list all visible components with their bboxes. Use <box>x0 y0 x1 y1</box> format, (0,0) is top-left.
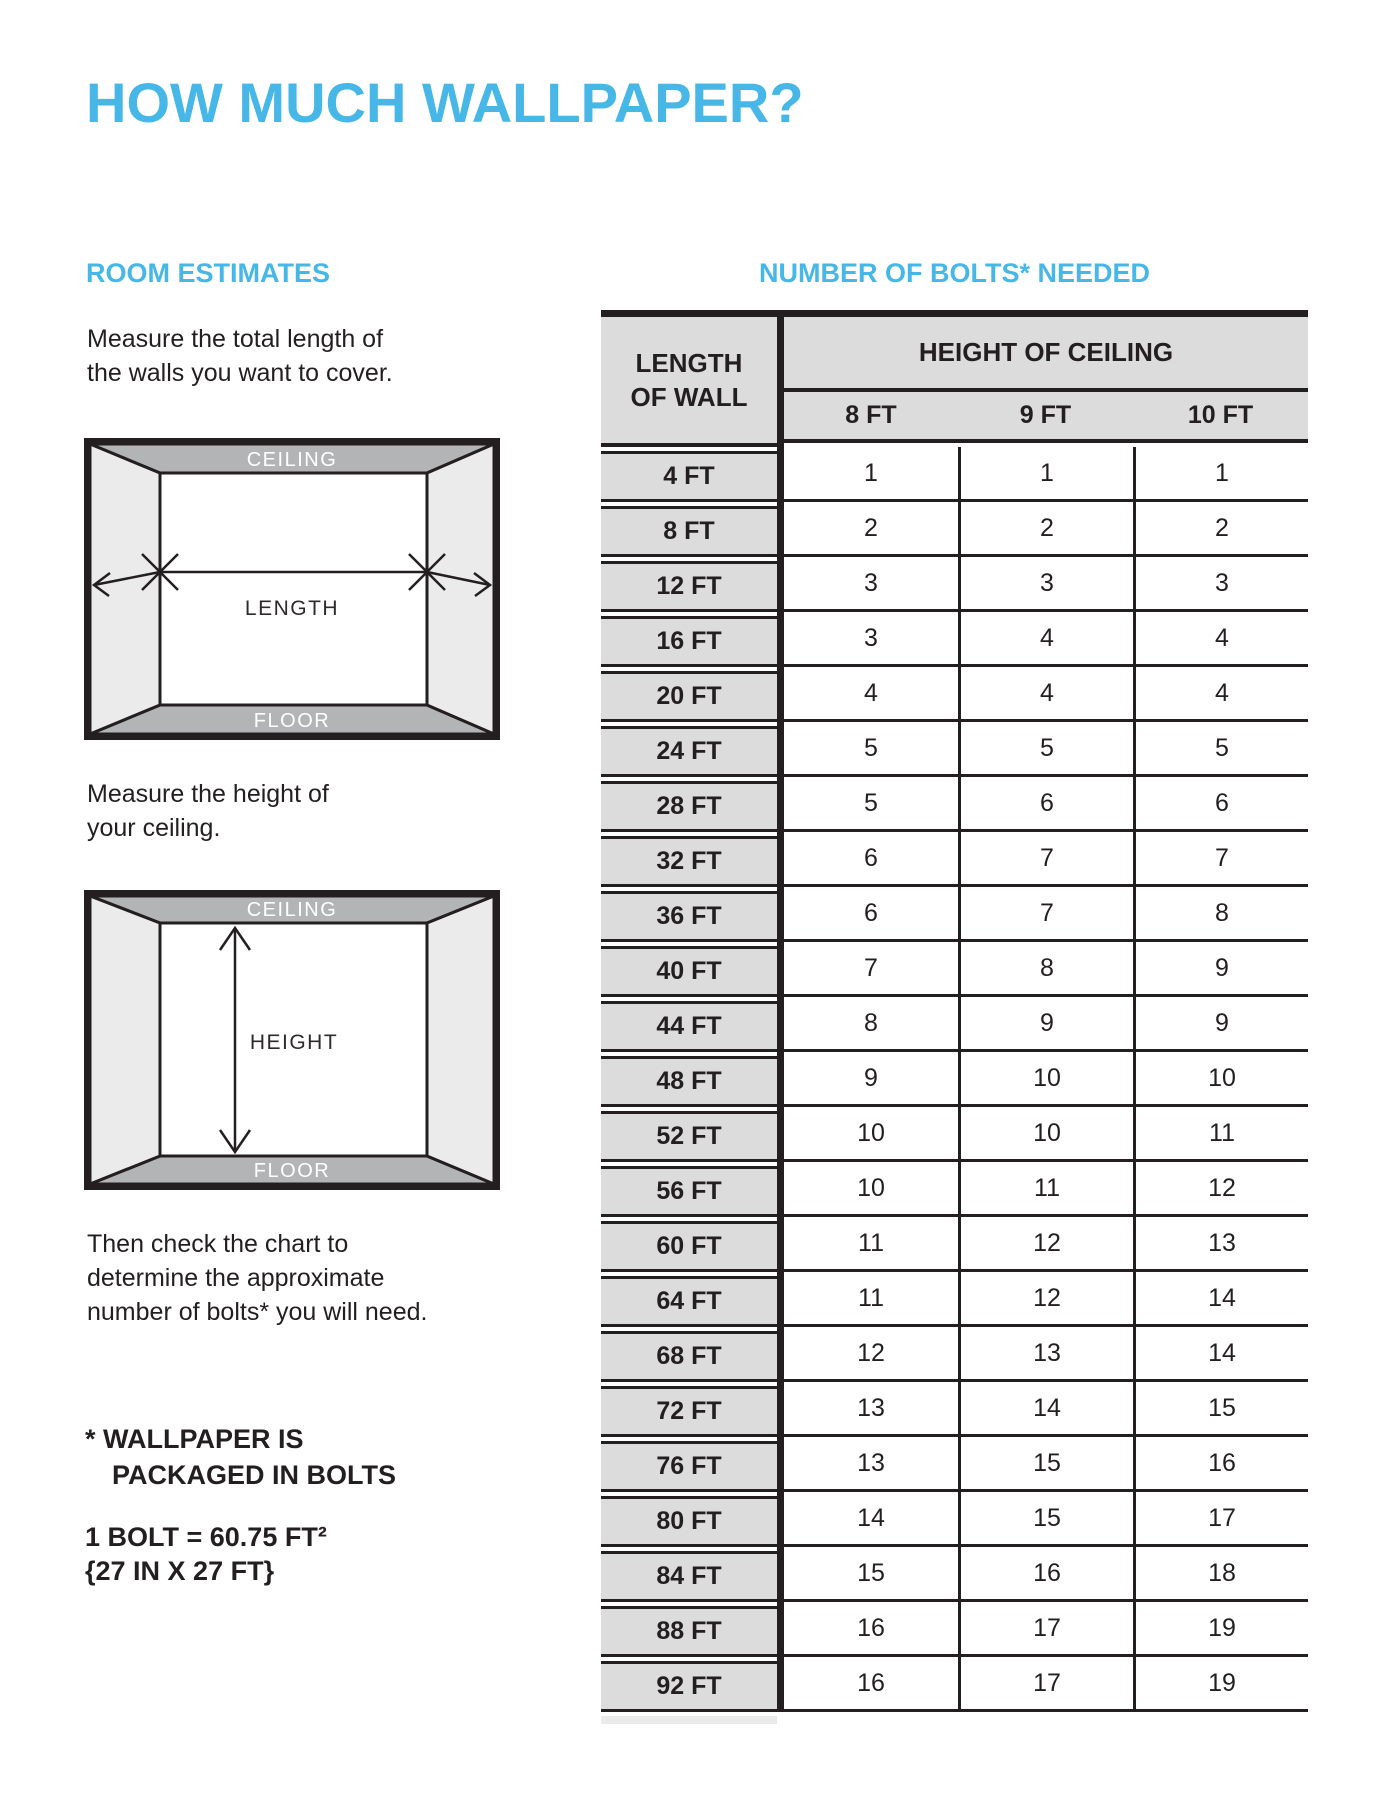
bolts-10ft-cell: 19 <box>1133 1602 1308 1657</box>
length-diagram <box>84 438 500 740</box>
column-divider <box>777 832 784 887</box>
bolts-10ft-cell: 17 <box>1133 1492 1308 1547</box>
column-divider <box>777 722 784 777</box>
column-divider <box>777 1657 784 1712</box>
table-row <box>601 612 1308 667</box>
bolts-10ft-cell: 9 <box>1133 997 1308 1052</box>
table-row <box>601 667 1308 722</box>
table-body <box>601 447 1308 1712</box>
bolts-9ft-cell: 10 <box>958 1107 1133 1162</box>
bolt-size-info <box>85 1520 327 1588</box>
table-row <box>601 1217 1308 1272</box>
bolts-9ft-cell: 14 <box>958 1382 1133 1437</box>
wall-length-cell: 60 FT <box>601 1221 777 1272</box>
bolts-8ft-cell: 5 <box>784 722 958 777</box>
bolts-10ft-cell: 14 <box>1133 1327 1308 1382</box>
column-divider <box>777 1547 784 1602</box>
bolts-9ft-cell: 12 <box>958 1272 1133 1327</box>
wall-length-cell: 84 FT <box>601 1551 777 1602</box>
wall-length-cell: 76 FT <box>601 1441 777 1492</box>
step2-line1: Measure the height of <box>87 780 329 808</box>
bolts-9ft-cell: 12 <box>958 1217 1133 1272</box>
bolts-8ft-cell: 3 <box>784 557 958 612</box>
wall-length-cell: 88 FT <box>601 1606 777 1657</box>
column-divider <box>777 1162 784 1217</box>
wall-length-cell: 52 FT <box>601 1111 777 1162</box>
column-divider <box>777 1217 784 1272</box>
table-row <box>601 1052 1308 1107</box>
table-row <box>601 1657 1308 1712</box>
bolts-10ft-cell: 9 <box>1133 942 1308 997</box>
length-dimension-label: LENGTH <box>244 597 340 620</box>
bolts-8ft-cell: 9 <box>784 1052 958 1107</box>
height-diagram <box>84 890 500 1190</box>
back-wall <box>160 473 427 705</box>
wall-length-cell: 56 FT <box>601 1166 777 1217</box>
bolts-10ft-cell: 6 <box>1133 777 1308 832</box>
wall-length-cell: 20 FT <box>601 671 777 722</box>
row-header-cell <box>601 317 777 447</box>
bolts-table <box>601 310 1308 1724</box>
room-estimates-heading: ROOM ESTIMATES <box>86 258 331 288</box>
bolts-8ft-cell: 13 <box>784 1382 958 1437</box>
bolts-8ft-cell: 1 <box>784 447 958 502</box>
table-row <box>601 1492 1308 1547</box>
bolts-9ft-cell: 15 <box>958 1437 1133 1492</box>
bolts-9ft-cell: 17 <box>958 1657 1133 1712</box>
column-header-10ft: 10 FT <box>1187 401 1254 429</box>
bolts-8ft-cell: 3 <box>784 612 958 667</box>
ceiling-label: CEILING <box>246 449 338 471</box>
group-header-cell: HEIGHT OF CEILING <box>784 317 1308 388</box>
bolts-9ft-cell: 11 <box>958 1162 1133 1217</box>
column-divider <box>777 1382 784 1437</box>
wall-length-cell: 44 FT <box>601 1001 777 1052</box>
column-divider <box>777 1492 784 1547</box>
bolts-10ft-cell: 4 <box>1133 612 1308 667</box>
bolts-8ft-cell: 10 <box>784 1107 958 1162</box>
step1-line2: the walls you want to cover. <box>87 359 393 387</box>
column-divider <box>777 317 784 447</box>
wall-length-cell: 16 FT <box>601 616 777 667</box>
wall-length-cell: 48 FT <box>601 1056 777 1107</box>
step3-line2: determine the approximate <box>87 1264 385 1292</box>
bolts-9ft-cell: 9 <box>958 997 1133 1052</box>
column-divider <box>777 502 784 557</box>
bolts-8ft-cell: 13 <box>784 1437 958 1492</box>
column-divider <box>777 1602 784 1657</box>
bolts-10ft-cell: 2 <box>1133 502 1308 557</box>
height-dimension-label: HEIGHT <box>249 1031 339 1054</box>
bolts-9ft-cell: 13 <box>958 1327 1133 1382</box>
bolts-8ft-cell: 11 <box>784 1272 958 1327</box>
bolts-10ft-cell: 5 <box>1133 722 1308 777</box>
wall-length-cell: 40 FT <box>601 946 777 997</box>
table-row <box>601 777 1308 832</box>
bolts-8ft-cell: 14 <box>784 1492 958 1547</box>
row-header-line1: LENGTH <box>635 348 743 378</box>
table-row <box>601 557 1308 612</box>
bolts-9ft-cell: 16 <box>958 1547 1133 1602</box>
bolts-8ft-cell: 6 <box>784 887 958 942</box>
table-top-border <box>601 310 1308 317</box>
bolts-10ft-cell: 12 <box>1133 1162 1308 1217</box>
bolts-8ft-cell: 12 <box>784 1327 958 1382</box>
column-header-9ft: 9 FT <box>1019 401 1072 429</box>
step1-line1: Measure the total length of <box>87 325 384 353</box>
step3-line3: number of bolts* you will need. <box>87 1298 428 1326</box>
column-divider <box>777 667 784 722</box>
table-row <box>601 1437 1308 1492</box>
table-bottom-sliver <box>601 1716 777 1724</box>
right-wall <box>427 896 494 1184</box>
table-row <box>601 447 1308 502</box>
bolts-10ft-cell: 18 <box>1133 1547 1308 1602</box>
bolts-8ft-cell: 4 <box>784 667 958 722</box>
wall-length-cell: 80 FT <box>601 1496 777 1547</box>
bolts-9ft-cell: 8 <box>958 942 1133 997</box>
step2-text <box>87 777 329 845</box>
row-header-line2: OF WALL <box>630 382 748 412</box>
floor-label: FLOOR <box>253 710 331 732</box>
table-row <box>601 1107 1308 1162</box>
bolts-footnote <box>85 1421 396 1493</box>
bolts-9ft-cell: 5 <box>958 722 1133 777</box>
table-row <box>601 1547 1308 1602</box>
bolts-8ft-cell: 16 <box>784 1602 958 1657</box>
bolts-8ft-cell: 8 <box>784 997 958 1052</box>
wall-length-cell: 12 FT <box>601 561 777 612</box>
step1-text <box>87 322 393 390</box>
wall-length-cell: 8 FT <box>601 506 777 557</box>
bolts-10ft-cell: 13 <box>1133 1217 1308 1272</box>
column-divider <box>777 1272 784 1327</box>
column-divider <box>777 887 784 942</box>
column-divider <box>777 997 784 1052</box>
left-wall <box>90 896 160 1184</box>
bolts-10ft-cell: 10 <box>1133 1052 1308 1107</box>
ceiling-header-group <box>784 317 1308 447</box>
bolts-10ft-cell: 3 <box>1133 557 1308 612</box>
bolts-10ft-cell: 7 <box>1133 832 1308 887</box>
column-divider <box>777 942 784 997</box>
bolts-table-heading: NUMBER OF BOLTS* NEEDED <box>758 258 1150 288</box>
column-divider <box>777 1107 784 1162</box>
bolts-9ft-cell: 15 <box>958 1492 1133 1547</box>
column-divider <box>777 557 784 612</box>
bolts-10ft-cell: 1 <box>1133 447 1308 502</box>
column-divider <box>777 1052 784 1107</box>
bolts-9ft-cell: 10 <box>958 1052 1133 1107</box>
table-row <box>601 997 1308 1052</box>
bolts-8ft-cell: 15 <box>784 1547 958 1602</box>
column-divider <box>777 447 784 502</box>
wall-length-cell: 36 FT <box>601 891 777 942</box>
bolts-10ft-cell: 4 <box>1133 667 1308 722</box>
wall-length-cell: 68 FT <box>601 1331 777 1382</box>
bolts-8ft-cell: 7 <box>784 942 958 997</box>
column-divider <box>777 1437 784 1492</box>
bolt-dimensions: {27 IN X 27 FT} <box>85 1556 275 1586</box>
bolts-10ft-cell: 14 <box>1133 1272 1308 1327</box>
bolts-10ft-cell: 15 <box>1133 1382 1308 1437</box>
step3-text <box>87 1227 427 1329</box>
bolts-8ft-cell: 2 <box>784 502 958 557</box>
wall-length-cell: 32 FT <box>601 836 777 887</box>
wall-length-cell: 24 FT <box>601 726 777 777</box>
table-row <box>601 1382 1308 1437</box>
step2-line2: your ceiling. <box>87 814 221 842</box>
step3-line1: Then check the chart to <box>87 1230 349 1258</box>
table-row <box>601 1272 1308 1327</box>
footnote-line1: * WALLPAPER IS <box>85 1424 304 1454</box>
bolts-8ft-cell: 6 <box>784 832 958 887</box>
ceiling-height-headers <box>784 392 1308 443</box>
table-row <box>601 887 1308 942</box>
bolts-9ft-cell: 2 <box>958 502 1133 557</box>
bolts-9ft-cell: 7 <box>958 887 1133 942</box>
table-header <box>601 317 1308 447</box>
bolts-10ft-cell: 8 <box>1133 887 1308 942</box>
bolts-10ft-cell: 19 <box>1133 1657 1308 1712</box>
bolts-10ft-cell: 16 <box>1133 1437 1308 1492</box>
bolt-equation: 1 BOLT = 60.75 FT² <box>85 1522 327 1552</box>
bolts-9ft-cell: 4 <box>958 612 1133 667</box>
column-header-8ft: 8 FT <box>845 401 897 429</box>
table-row <box>601 502 1308 557</box>
column-divider <box>777 612 784 667</box>
bolts-9ft-cell: 3 <box>958 557 1133 612</box>
ceiling-label: CEILING <box>246 899 338 921</box>
column-divider <box>777 1327 784 1382</box>
page-title: HOW MUCH WALLPAPER? <box>86 71 804 134</box>
wall-length-cell: 28 FT <box>601 781 777 832</box>
bolts-8ft-cell: 11 <box>784 1217 958 1272</box>
table-row <box>601 832 1308 887</box>
table-row <box>601 1602 1308 1657</box>
wall-length-cell: 4 FT <box>601 451 777 502</box>
table-row <box>601 1327 1308 1382</box>
bolts-8ft-cell: 16 <box>784 1657 958 1712</box>
table-row <box>601 942 1308 997</box>
bolts-9ft-cell: 17 <box>958 1602 1133 1657</box>
bolts-9ft-cell: 7 <box>958 832 1133 887</box>
wall-length-cell: 64 FT <box>601 1276 777 1327</box>
floor-label: FLOOR <box>253 1160 331 1182</box>
footnote-line2: PACKAGED IN BOLTS <box>112 1460 397 1490</box>
bolts-10ft-cell: 11 <box>1133 1107 1308 1162</box>
bolts-8ft-cell: 5 <box>784 777 958 832</box>
bolts-9ft-cell: 6 <box>958 777 1133 832</box>
wall-length-cell: 92 FT <box>601 1661 777 1712</box>
bolts-9ft-cell: 1 <box>958 447 1133 502</box>
table-row <box>601 722 1308 777</box>
bolts-9ft-cell: 4 <box>958 667 1133 722</box>
table-row <box>601 1162 1308 1217</box>
wall-length-cell: 72 FT <box>601 1386 777 1437</box>
column-divider <box>777 777 784 832</box>
bolts-8ft-cell: 10 <box>784 1162 958 1217</box>
